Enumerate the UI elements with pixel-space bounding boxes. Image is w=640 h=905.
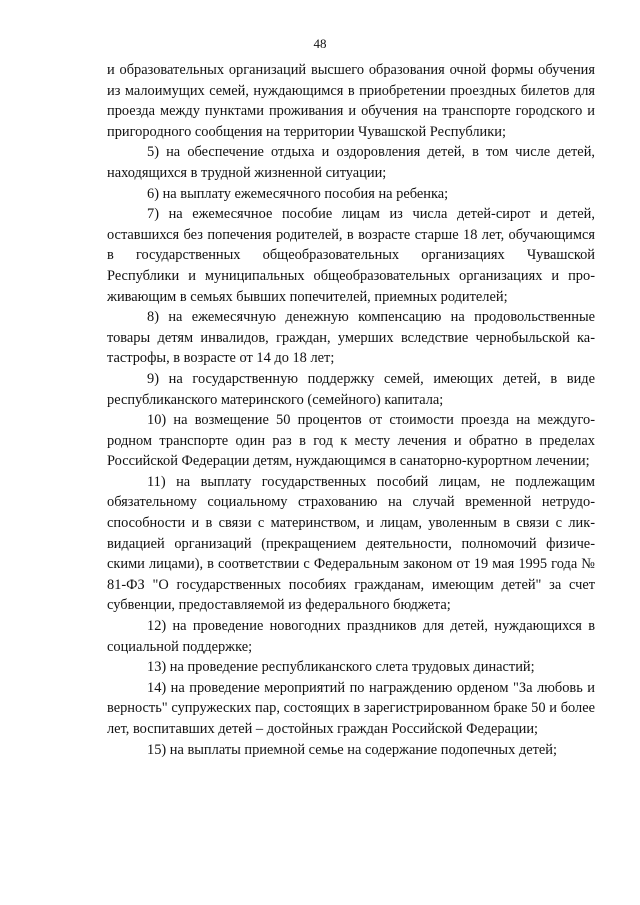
document-body <box>107 60 595 760</box>
paragraph-item-11: 11) на выплату государственных пособий лицам, не подлежащим обязательному социальному страхованию на случай временной нетрудоспособности и в связи с материнством, и лицам, уволенным в связи с ликвидацией организаций (прекращением деятельности, полномочий физическими лицами), в соответствии с Федеральным законом от 19 мая 1995 года № 81-ФЗ "О государственных пособиях гражданам, имеющим детей" за счет субвенции, предоставляемой из федерального бюджета; <box>107 473 595 614</box>
paragraph-continuation: и образовательных организаций высшего образования очной формы обучения из малоимущих семей, нуждающимся в приобретении проездных билетов для проезда между пунктами проживания и обучения на транспорте городского и пригородного сообщения на территории Чувашской Республики; <box>107 62 595 140</box>
paragraph-item-10: 10) на возмещение 50 процентов от стоимости проезда на междугородном транспорте один раз в год к месту лечения и обратно в пределах Российской Федерации детям, нуждающимся в санаторно-курортном лечении; <box>107 412 595 470</box>
paragraph-item-14: 14) на проведение мероприятий по награждению орденом "За любовь и верность" супружеских пар, состоящих в зарегистрированном браке 50 и более лет, воспитавших детей – достойных граждан Российской Федерации; <box>107 679 595 737</box>
paragraph-item-13: 13) на проведение республиканского слета трудовых династий; <box>147 659 535 676</box>
paragraph-item-5: 5) на обеспечение отдыха и оздоровления детей, в том числе детей, находящихся в трудной жизненной ситуации; <box>107 144 595 181</box>
paragraph-item-6: 6) на выплату ежемесячного пособия на ребенка; <box>147 185 449 202</box>
paragraph-item-12: 12) на проведение новогодних праздников для детей, нуждающихся в социальной поддержке; <box>107 618 595 655</box>
paragraph-item-8: 8) на ежемесячную денежную компенсацию на продовольственные товары детям инвалидов, граждан, умерших вследствие чернобыльской катастрофы, в возрасте от 14 до 18 лет; <box>107 309 595 367</box>
paragraph-item-7: 7) на ежемесячное пособие лицам из числа детей-сирот и детей, оставшихся без попечения родителей, в возрасте старше 18 лет, обучающимся в государственных общеобразовательных организациях Чувашской Республики и муниципальных общеобразовательных организациях и проживающим в семьях бывших попечителей, приемных родителей; <box>107 206 595 305</box>
paragraph-item-15: 15) на выплаты приемной семье на содержание подопечных детей; <box>147 741 557 758</box>
page-number: 48 <box>313 36 327 51</box>
paragraph-item-9: 9) на государственную поддержку семей, имеющих детей, в виде республиканского материнского (семейного) капитала; <box>107 370 595 408</box>
